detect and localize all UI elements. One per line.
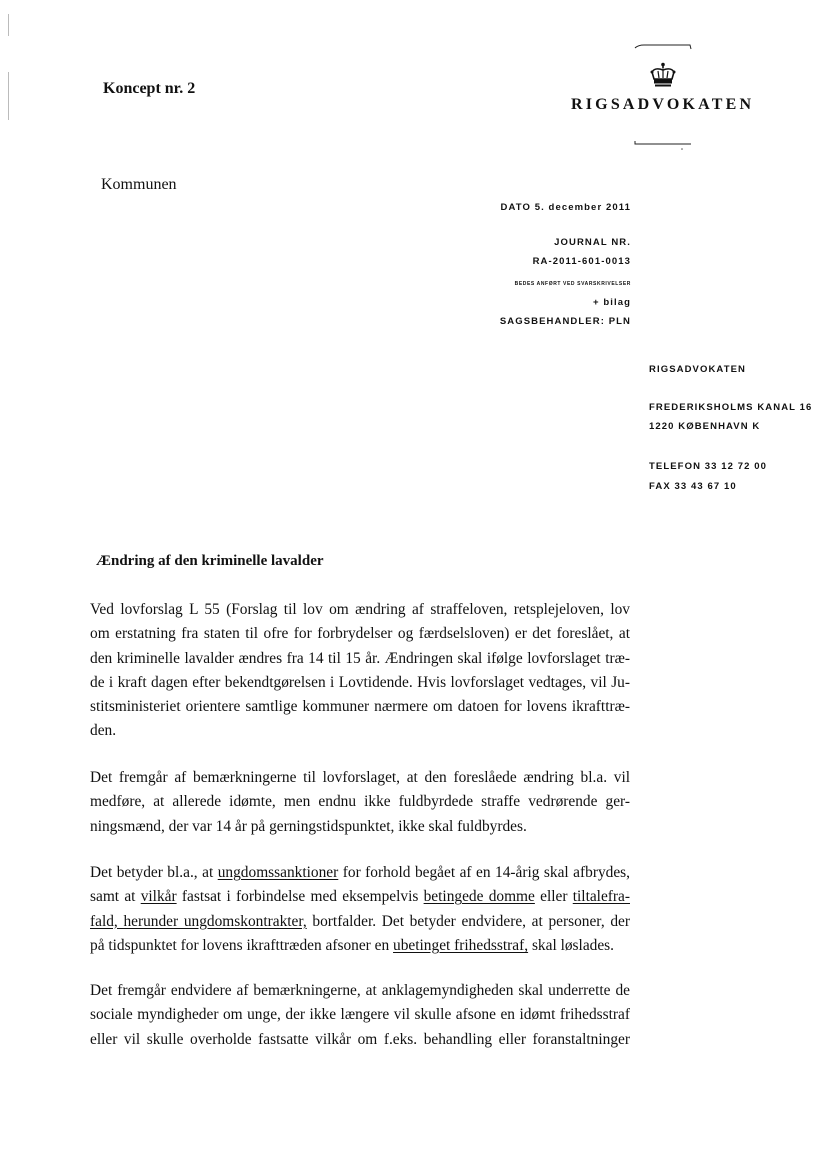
text-line: medføre, at allerede idømte, men endnu ikke fuldbyrdede straffe vedrørende ger-: [90, 793, 630, 811]
case-handler: SAGSBEHANDLER: PLN: [499, 316, 631, 327]
underlined-term: ungdomssanktioner: [217, 864, 339, 881]
text-run: fastsat i forbindelse med eksempelvis: [176, 888, 424, 906]
text-run: skal løslades.: [528, 936, 615, 954]
sender-fax: FAX 33 43 67 10: [649, 481, 737, 492]
text-line: [90, 885, 630, 909]
body-paragraph-4: [90, 979, 630, 1052]
recipient: Kommunen: [101, 176, 177, 193]
text-run: på tidspunktet for lovens ikrafttræden afsoner en: [90, 936, 394, 954]
reply-note: BEDES ANFØRT VED SVARSKRIVELSER: [514, 281, 631, 287]
sender-street: FREDERIKSHOLMS KANAL 16: [649, 402, 813, 413]
sender-phone: TELEFON 33 12 72 00: [649, 461, 768, 472]
text-line: [90, 934, 630, 958]
sender-name: RIGSADVOKATEN: [649, 364, 746, 375]
scan-edge-mark: [8, 72, 9, 120]
underlined-term: tiltalefra-: [572, 888, 630, 906]
letter-date: DATO 5. december 2011: [500, 202, 631, 213]
letterhead-rule-top: [634, 44, 692, 50]
brand-name: RIGSADVOKATEN: [571, 96, 755, 113]
crown-icon: [648, 62, 678, 88]
text-line: de i kraft dagen efter bekendtgørelsen i Lovtidende. Hvis lovforslaget vedtages, vil Ju-: [90, 673, 630, 691]
text-line: [90, 861, 630, 885]
text-line: stitsministeriet orientere samtlige kommuner nærmere om datoen for lovens ikrafttræ-: [90, 698, 630, 716]
text-line: [90, 910, 630, 934]
scan-edge-mark: [8, 14, 9, 36]
text-line: Ved lovforslag L 55 (Forslag til lov om ændring af straffeloven, retsplejeloven, lov: [90, 601, 630, 618]
concept-label: Koncept nr. 2: [103, 80, 196, 97]
underlined-term: betingede domme: [423, 888, 535, 906]
text-line: den.: [90, 722, 117, 740]
body-paragraph-2: [90, 766, 630, 839]
text-line: om erstatning fra staten til ofre for forbrydelser og færdselsloven) er det foreslået, at: [90, 625, 630, 643]
sender-city: 1220 KØBENHAVN K: [649, 421, 761, 432]
text-run: for forhold begået af en 14-årig skal afbrydes,: [338, 864, 631, 881]
text-line: Det fremgår af bemærkningerne til lovforslaget, at den foreslåede ændring bl.a. vil: [90, 769, 630, 786]
text-line: den kriminelle lavalder ændres fra 14 til 15 år. Ændringen skal ifølge lovforslaget træ-: [90, 649, 630, 667]
text-run: samt at: [90, 888, 141, 906]
text-line: Det fremgår endvidere af bemærkningerne, at anklagemyndigheden skal underrette de: [90, 982, 630, 999]
text-run: bortfalder. Det betyder endvidere, at personer, der: [306, 912, 630, 930]
subject-heading: Ændring af den kriminelle lavalder: [96, 553, 324, 569]
body-paragraph-1: [90, 598, 630, 744]
journal-number: RA-2011-601-0013: [532, 256, 631, 267]
attachments-note: + bilag: [592, 297, 631, 308]
text-run: Det betyder bl.a., at: [90, 864, 218, 881]
underlined-term: vilkår: [140, 888, 177, 906]
text-line: eller vil skulle overholde fastsatte vilkår om f.eks. behandling eller foranstaltninger: [90, 1030, 630, 1048]
text-line: sociale myndigheder om unge, der ikke længere vil skulle afsone en idømt frihedsstraf: [90, 1006, 630, 1024]
underlined-term: ubetinget frihedsstraf,: [393, 936, 529, 954]
text-run: eller: [534, 888, 573, 906]
letterhead-rule-bottom: [634, 140, 692, 150]
text-line: ningsmænd, der var 14 år på gerningstidspunktet, ikke skal fuldbyrdes.: [90, 817, 527, 835]
body-paragraph-3: [90, 861, 630, 958]
underlined-term: fald, herunder ungdomskontrakter,: [90, 912, 307, 930]
journal-label: JOURNAL NR.: [554, 237, 631, 248]
